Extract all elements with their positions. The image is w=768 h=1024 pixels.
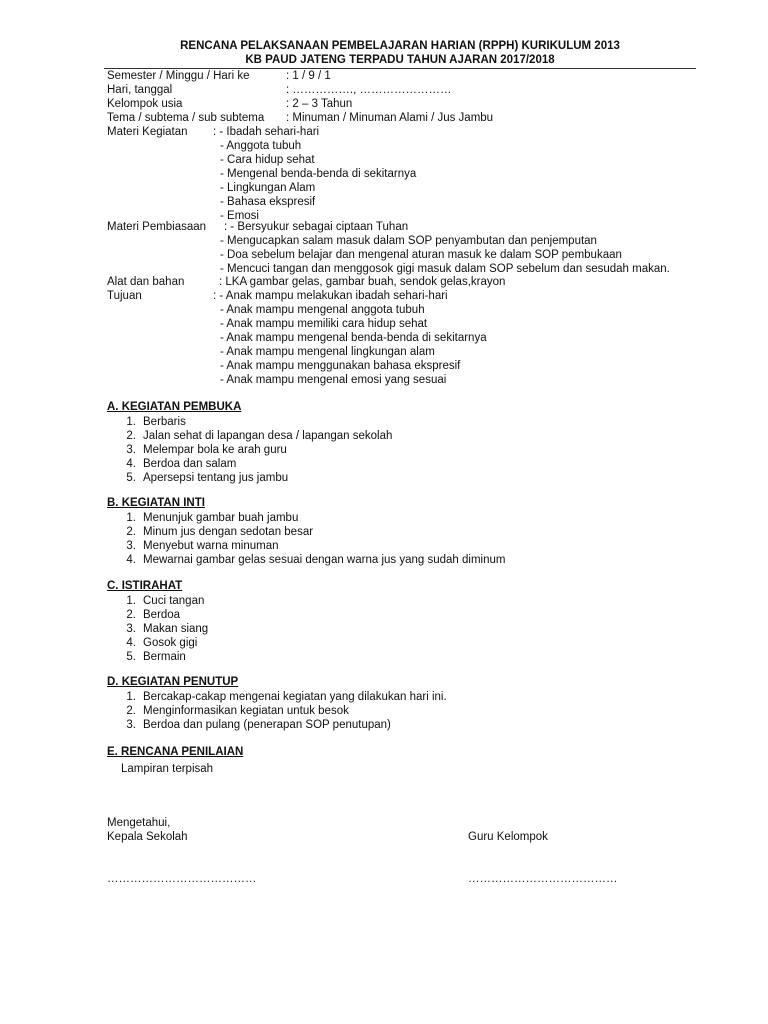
materi_kegiatan-item: - Emosi	[220, 210, 259, 222]
list-number: 2.	[126, 609, 136, 621]
materi_kegiatan-item: - Lingkungan Alam	[220, 182, 316, 194]
list-number: 3.	[126, 623, 136, 635]
tujuan-label: Tujuan	[107, 290, 142, 302]
list-item-text: Berdoa dan salam	[143, 458, 237, 470]
list-number: 3.	[126, 719, 136, 731]
alat-bahan-value: : LKA gambar gelas, gambar buah, sendok gelas,krayon	[219, 276, 506, 288]
tujuan-item: - Anak mampu mengenal emosi yang sesuai	[220, 374, 447, 386]
materi_pembiasaan-item: - Mengucapkan salam masuk dalam SOP penyambutan dan penjemputan	[220, 235, 597, 247]
info-value: : 1 / 9 / 1	[286, 70, 331, 82]
tujuan-item: - Anak mampu mengenal benda-benda di sekitarnya	[220, 332, 487, 344]
list-item-text: Menginformasikan kegiatan untuk besok	[143, 705, 349, 717]
list-number: 5.	[126, 472, 136, 484]
document-title-line2: KB PAUD JATENG TERPADU TAHUN AJARAN 2017/2018	[245, 54, 555, 66]
list-item-text: Bercakap-cakap mengenai kegiatan yang dilakukan hari ini.	[143, 691, 447, 703]
document-title-line1: RENCANA PELAKSANAAN PEMBELAJARAN HARIAN (RPPH) KURIKULUM 2013	[180, 40, 620, 52]
section-heading: B. KEGIATAN INTI	[107, 497, 205, 509]
list-item-text: Menunjuk gambar buah jambu	[143, 512, 299, 524]
list-item-text: Jalan sehat di lapangan desa / lapangan sekolah	[143, 430, 393, 442]
tujuan-first: : - Anak mampu melakukan ibadah sehari-hari	[213, 290, 448, 302]
info-value: : 2 – 3 Tahun	[286, 98, 353, 110]
info-label: Tema / subtema / sub subtema	[107, 112, 265, 124]
list-number: 2.	[126, 526, 136, 538]
materi_kegiatan-first: : - Ibadah sehari-hari	[213, 126, 320, 138]
signature-kepala-sekolah: Kepala Sekolah	[107, 831, 188, 843]
section-heading: C. ISTIRAHAT	[107, 580, 183, 592]
alat-bahan-label: Alat dan bahan	[107, 276, 185, 288]
list-number: 1.	[126, 691, 136, 703]
info-value: : Minuman / Minuman Alami / Jus Jambu	[286, 112, 494, 124]
list-item-text: Cuci tangan	[143, 595, 205, 607]
signature-guru-kelompok: Guru Kelompok	[468, 831, 548, 843]
list-number: 3.	[126, 444, 136, 456]
list-number: 1.	[126, 595, 136, 607]
materi_kegiatan-item: - Cara hidup sehat	[220, 154, 315, 166]
materi_pembiasaan-item: - Mencuci tangan dan menggosok gigi masuk dalam SOP sebelum dan sesudah makan.	[220, 263, 670, 275]
section-heading: A. KEGIATAN PEMBUKA	[107, 401, 242, 413]
tujuan-item: - Anak mampu mengenal anggota tubuh	[220, 304, 425, 316]
list-item-text: Mewarnai gambar gelas sesuai dengan warna jus yang sudah diminum	[143, 554, 506, 566]
list-number: 2.	[126, 430, 136, 442]
materi_pembiasaan-item: - Doa sebelum belajar dan mengenal aturan masuk ke dalam SOP pembukaan	[220, 249, 622, 261]
info-value: : ……………., ……………………	[286, 84, 452, 96]
list-item-text: Berbaris	[143, 416, 186, 428]
list-number: 1.	[126, 512, 136, 524]
penilaian-text: Lampiran terpisah	[121, 763, 214, 775]
list-number: 4.	[126, 554, 136, 566]
materi_kegiatan-label: Materi Kegiatan	[107, 126, 188, 138]
list-number: 3.	[126, 540, 136, 552]
list-number: 1.	[126, 416, 136, 428]
list-number: 5.	[126, 651, 136, 663]
tujuan-item: - Anak mampu memiliki cara hidup sehat	[220, 318, 428, 330]
tujuan-item: - Anak mampu mengenal lingkungan alam	[220, 346, 435, 358]
materi_pembiasaan-label: Materi Pembiasaan	[107, 221, 207, 233]
materi_pembiasaan-first: : - Bersyukur sebagai ciptaan Tuhan	[224, 221, 409, 233]
materi_kegiatan-item: - Mengenal benda-benda di sekitarnya	[220, 168, 417, 180]
list-item-text: Melempar bola ke arah guru	[143, 444, 287, 456]
list-number: 4.	[126, 458, 136, 470]
list-item-text: Berdoa	[143, 609, 181, 621]
tujuan-item: - Anak mampu menggunakan bahasa ekspresif	[220, 360, 461, 372]
section-heading: E. RENCANA PENILAIAN	[107, 746, 244, 758]
list-item-text: Berdoa dan pulang (penerapan SOP penutupan)	[143, 719, 391, 731]
list-item-text: Menyebut warna minuman	[143, 540, 279, 552]
list-item-text: Apersepsi tentang jus jambu	[143, 472, 289, 484]
signature-line-left: …………………………………	[107, 873, 257, 885]
list-item-text: Gosok gigi	[143, 637, 198, 649]
title-divider	[104, 68, 696, 69]
info-label: Semester / Minggu / Hari ke	[107, 70, 250, 82]
list-number: 4.	[126, 637, 136, 649]
materi_kegiatan-item: - Anggota tubuh	[220, 140, 302, 152]
materi_kegiatan-item: - Bahasa ekspresif	[220, 196, 316, 208]
section-heading: D. KEGIATAN PENUTUP	[107, 676, 239, 688]
list-item-text: Makan siang	[143, 623, 209, 635]
list-item-text: Minum jus dengan sedotan besar	[143, 526, 314, 538]
signature-mengetahui: Mengetahui,	[107, 817, 171, 829]
info-label: Kelompok usia	[107, 98, 183, 110]
info-label: Hari, tanggal	[107, 84, 173, 96]
list-item-text: Bermain	[143, 651, 186, 663]
list-number: 2.	[126, 705, 136, 717]
signature-line-right: …………………………………	[468, 873, 618, 885]
